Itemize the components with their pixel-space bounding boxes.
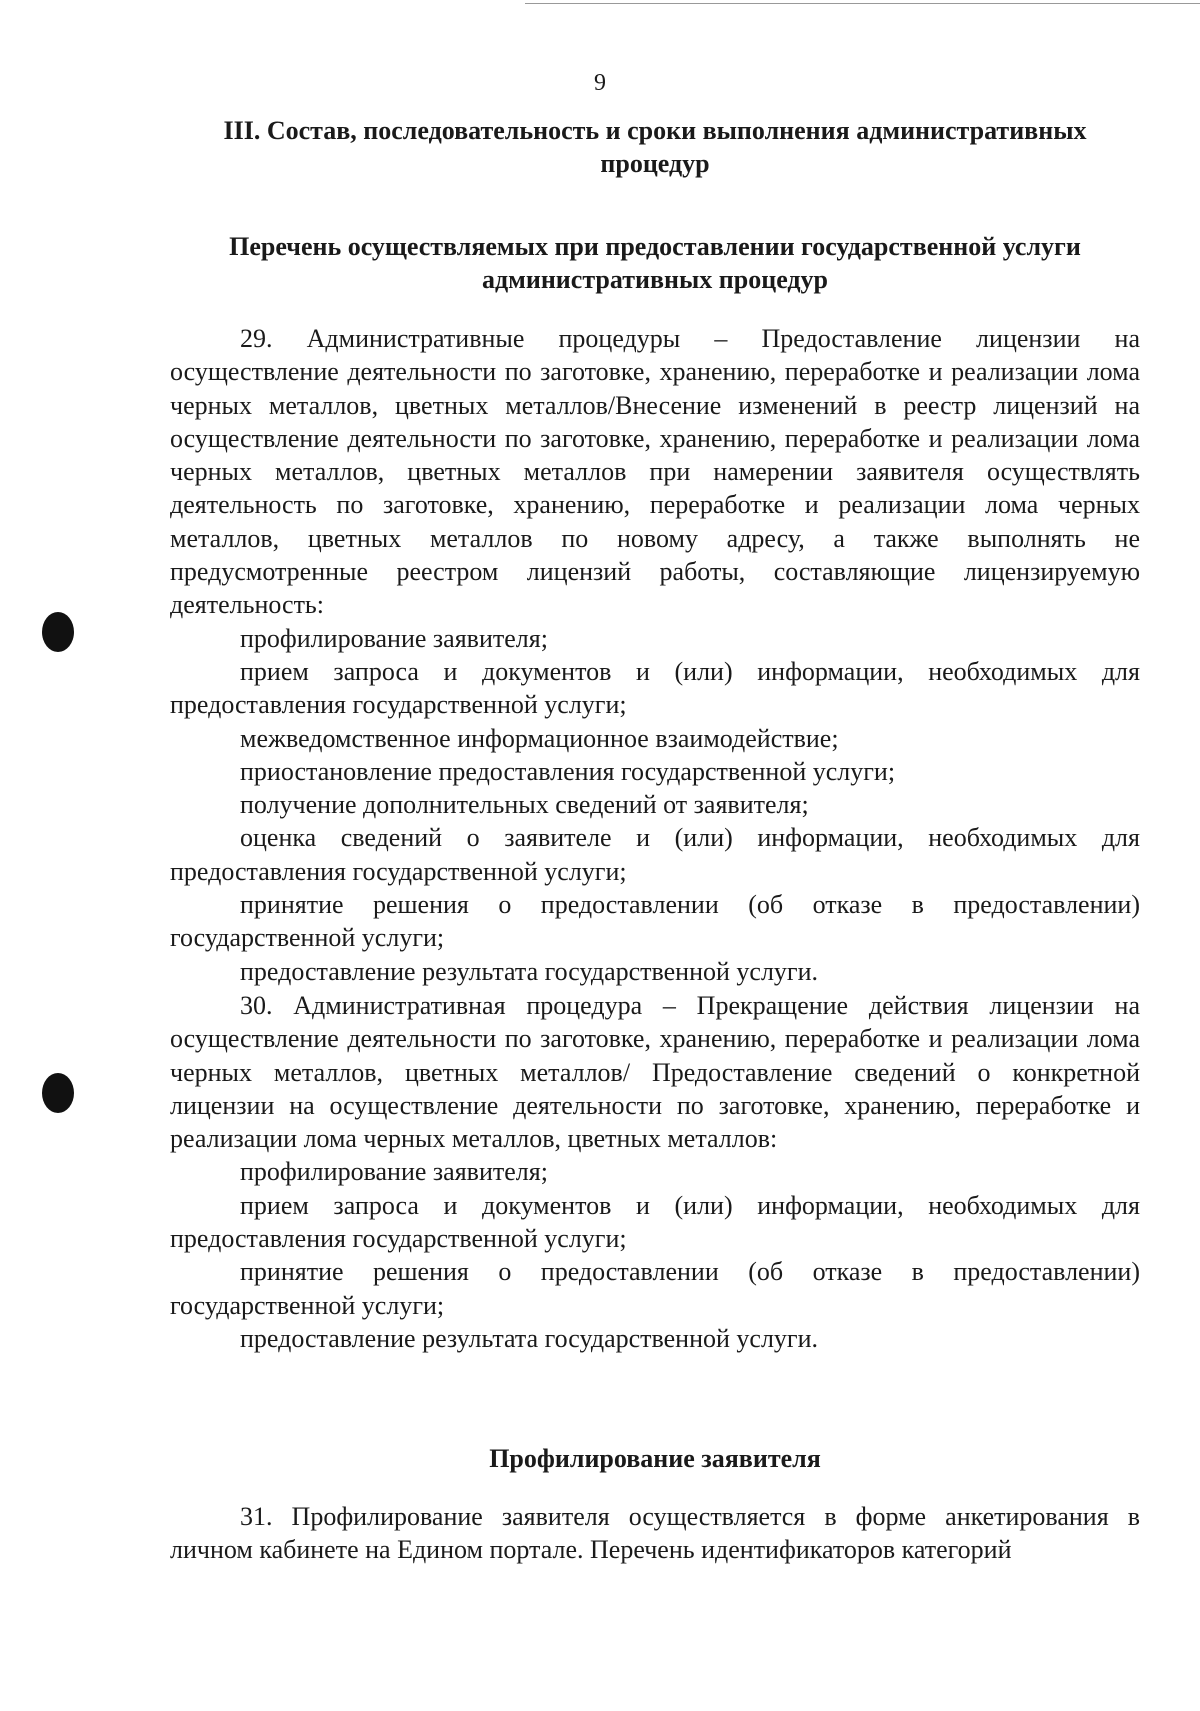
list-item: профилирование заявителя; [240, 623, 548, 653]
section-title: III. Состав, последовательность и сроки выполнения административных процедур [223, 116, 1087, 178]
list-item: межведомственное информационное взаимодействие; [240, 723, 839, 753]
heading-profiling: Профилирование заявителя [489, 1444, 821, 1473]
paragraph-31 [170, 1500, 1140, 1567]
list-item: предоставление результата государственной услуги. [240, 1323, 819, 1353]
subsection-title: Перечень осуществляемых при предоставлении государственной услуги административных процедур [229, 232, 1081, 294]
paragraph-30-text: 30. Административная процедура – Прекращение действия лицензии на осуществление деятельности по заготовке, хранению, переработке и реализации лома черных металлов, цветных металлов/ Предоставление сведений о конкретной лицензии на осуществление деятельности по заготовке, хранению, переработке и реализации лома черных металлов, цветных металлов: [170, 991, 1140, 1154]
paragraph-30 [170, 989, 1140, 1355]
list-item: прием запроса и документов и (или) информации, необходимых для предоставления государственной услуги; [170, 1190, 1140, 1254]
paragraph-29-text: 29. Административные процедуры – Предоставление лицензии на осуществление деятельности по заготовке, хранению, переработке и реализации лома черных металлов, цветных металлов/Внесение изменений в реестр лицензий на осуществление деятельности по заготовке, хранению, переработке и реализации лома черных металлов, цветных металлов при намерении заявителя осуществлять деятельность по заготовке, хранению, переработке и реализации лома черных металлов, цветных металлов по новому адресу, а также выполнять не предусмотренные реестром лицензий работы, составляющие лицензируемую деятельность: [170, 324, 1140, 620]
paragraph-31-text: 31. Профилирование заявителя осуществляется в форме анкетирования в личном кабинете на Едином портале. Перечень идентификаторов категорий [170, 1502, 1140, 1565]
punch-hole-mark [42, 1073, 74, 1113]
list-item: принятие решения о предоставлении (об отказе в предоставлении) государственной услуги; [170, 890, 1140, 953]
list-item: прием запроса и документов и (или) информации, необходимых для предоставления государственной услуги; [170, 656, 1140, 720]
list-item: оценка сведений о заявителе и (или) информации, необходимых для предоставления государственной услуги; [170, 823, 1140, 886]
list-item: предоставление результата государственной услуги. [240, 956, 819, 986]
scan-edge-line [525, 3, 1200, 4]
punch-hole-mark [42, 612, 74, 652]
list-item: профилирование заявителя; [240, 1157, 548, 1187]
list-item: получение дополнительных сведений от заявителя; [240, 790, 809, 820]
list-item: принятие решения о предоставлении (об отказе в предоставлении) государственной услуги; [170, 1257, 1140, 1320]
list-item: приостановление предоставления государственной услуги; [240, 756, 896, 786]
paragraph-29 [170, 322, 1140, 988]
page-number: 9 [594, 70, 606, 96]
